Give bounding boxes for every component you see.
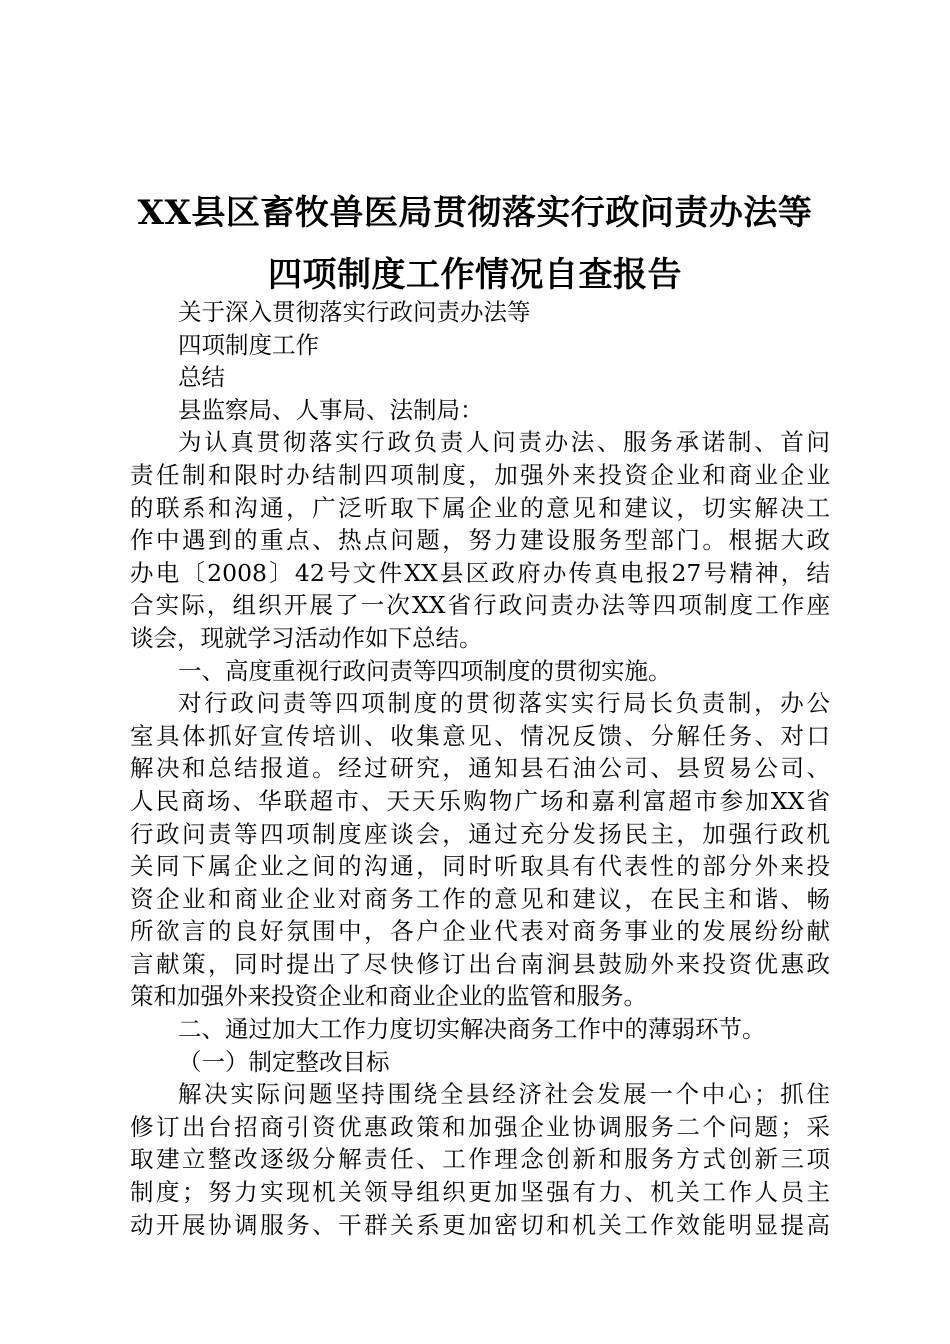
body-line: 策和加强外来投资企业和商业企业的监管和服务。: [130, 982, 647, 1011]
body-line: 合实际，组织开展了一次XX省行政问责办法等四项制度工作座: [130, 591, 830, 620]
body-line: 办电〔2008〕42号文件XX县区政府办传真电报27号精神，结: [130, 558, 830, 587]
body-line: 对行政问责等四项制度的贯彻落实实行局长负责制，办公: [178, 689, 830, 718]
body-line: 室具体抓好宣传培训、收集意见、情况反馈、分解任务、对口: [130, 721, 830, 750]
document-body: [130, 296, 830, 1241]
body-line: （一）制定整改目标: [178, 1047, 390, 1076]
document-title: [0, 182, 950, 306]
body-line: 的联系和沟通，广泛听取下属企业的意见和建议，切实解决工: [130, 493, 830, 522]
body-line: 总结: [178, 363, 225, 392]
body-line: 资企业和商业企业对商务工作的意见和建议，在民主和谐、畅: [130, 884, 830, 913]
title-line-1: XX县区畜牧兽医局贯彻落实行政问责办法等: [137, 193, 813, 233]
body-line: 四项制度工作: [178, 330, 319, 359]
body-line: 制度；努力实现机关领导组织更加坚强有力、机关工作人员主: [130, 1178, 830, 1207]
title-line-2: 四项制度工作情况自查报告: [268, 255, 682, 295]
body-line: 为认真贯彻落实行政负责人问责办法、服务承诺制、首问: [178, 428, 830, 457]
body-line: 一、高度重视行政问责等四项制度的贯彻实施。: [178, 656, 672, 685]
body-line: 所欲言的良好氛围中，各户企业代表对商务事业的发展纷纷献: [130, 917, 830, 946]
body-line: 人民商场、华联超市、天天乐购物广场和嘉利富超市参加XX省: [130, 786, 830, 815]
body-line: 责任制和限时办结制四项制度，加强外来投资企业和商业企业: [130, 460, 830, 489]
body-line: 作中遇到的重点、热点问题，努力建设服务型部门。根据大政: [130, 526, 830, 555]
body-line: 县监察局、人事局、法制局：: [178, 395, 484, 424]
body-line: 取建立整改逐级分解责任、工作理念创新和服务方式创新三项: [130, 1145, 830, 1174]
body-line: 谈会，现就学习活动作如下总结。: [130, 623, 483, 652]
body-line: 解决和总结报道。经过研究，通知县石油公司、县贸易公司、: [130, 754, 830, 783]
body-line: 二、通过加大工作力度切实解决商务工作中的薄弱环节。: [178, 1015, 766, 1044]
body-line: 行政问责等四项制度座谈会，通过充分发扬民主，加强行政机: [130, 819, 830, 848]
body-line: 关同下属企业之间的沟通，同时听取具有代表性的部分外来投: [130, 852, 830, 881]
body-line: 动开展协调服务、干群关系更加密切和机关工作效能明显提高: [130, 1210, 830, 1239]
body-line: 解决实际问题坚持围绕全县经济社会发展一个中心；抓住: [178, 1080, 830, 1109]
body-line: 言献策，同时提出了尽快修订出台南涧县鼓励外来投资优惠政: [130, 949, 830, 978]
body-line: 修订出台招商引资优惠政策和加强企业协调服务二个问题；采: [130, 1112, 830, 1141]
body-line: 关于深入贯彻落实行政问责办法等: [178, 298, 531, 326]
